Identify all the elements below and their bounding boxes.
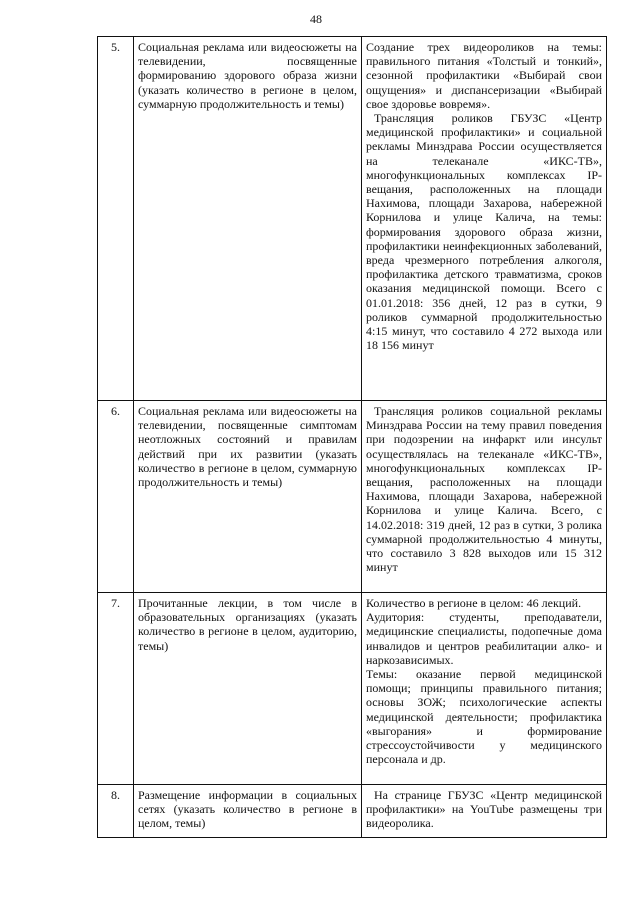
- row-content: [362, 593, 607, 785]
- page-number: 48: [310, 12, 322, 26]
- content-paragraph: Темы: оказание первой медицинской помощи; принципы правильного питания; основы ЗОЖ; психологические аспекты медицинской деятельности; профилактика «выгорания» и формирование стрессоустойчивости у медицинского персонала и др.: [366, 667, 602, 767]
- row-content: [362, 785, 607, 838]
- table-row: [98, 593, 607, 785]
- content-paragraph: Аудитория: студенты, преподаватели, медицинские специалисты, подопечные дома инвалидов и центров реабилитации алко- и наркозависимых.: [366, 610, 602, 667]
- row-label: Размещение информации в социальных сетях (указать количество в регионе в целом, темы): [134, 785, 362, 838]
- row-label: Прочитанные лекции, в том числе в образовательных организациях (указать количество в регионе в целом, аудиторию, темы): [134, 593, 362, 785]
- row-content: [362, 37, 607, 401]
- row-number: 7.: [98, 593, 134, 785]
- row-number: 6.: [98, 401, 134, 593]
- content-paragraph: Трансляция роликов социальной рекламы Минздрава России на тему правил поведения при подозрении на инфаркт или инсульт осуществлялась на телеканале «ИКС-ТВ», многофункциональных комплексах IP-вещания, расположенных на площади Нахимова, площади Захарова, набережной Корнилова и улице Калича. Всего, с 14.02.2018: 319 дней, 12 раз в сутки, 3 ролика суммарной продолжительностью 4 минуты, что составило 3 828 выходов или 15 312 минут: [366, 404, 602, 575]
- row-content: [362, 401, 607, 593]
- row-number: 5.: [98, 37, 134, 401]
- content-paragraph: Количество в регионе в целом: 46 лекций.: [366, 596, 582, 610]
- content-paragraph: Создание трех видеороликов на темы: правильного питания «Толстый и тонкий», сезонной профилактики «Выбирай свои ощущения» и диспансеризации «Выбирай свое здоровье вовремя».: [366, 40, 602, 111]
- row-label: Социальная реклама или видеосюжеты на телевидении, посвященные формированию здорового образа жизни (указать количество в регионе в целом, суммарную продолжительность и темы): [134, 37, 362, 401]
- row-number: 8.: [98, 785, 134, 838]
- content-paragraph: На странице ГБУЗС «Центр медицинской профилактики» на YouTube размещены три видеоролика.: [366, 788, 602, 831]
- table-row: [98, 37, 607, 401]
- report-table: [97, 36, 607, 838]
- table-row: [98, 785, 607, 838]
- row-label: Социальная реклама или видеосюжеты на телевидении, посвященные симптомам неотложных состояний и правилам действий при их развитии (указать количество в регионе в целом, суммарную продолжительность и темы): [134, 401, 362, 593]
- content-paragraph: Трансляция роликов ГБУЗС «Центр медицинской профилактики» и социальной рекламы Минздрава России осуществляется на телеканале «ИКС-ТВ», многофункциональных комплексах IP-вещания, расположенных на площади Нахимова, площади Захарова, набережной Корнилова и улице Калича, на темы: формирования здорового образа жизни, профилактики неинфекционных заболеваний, вреда чрезмерного потребления алкоголя, профилактика детского травматизма, сроков оказания медицинской помощи. Всего с 01.01.2018: 356 дней, 12 раз в сутки, 9 роликов суммарной продолжительностью 4:15 минут, что составило 4 272 выхода или 18 156 минут: [366, 111, 602, 353]
- table-row: [98, 401, 607, 593]
